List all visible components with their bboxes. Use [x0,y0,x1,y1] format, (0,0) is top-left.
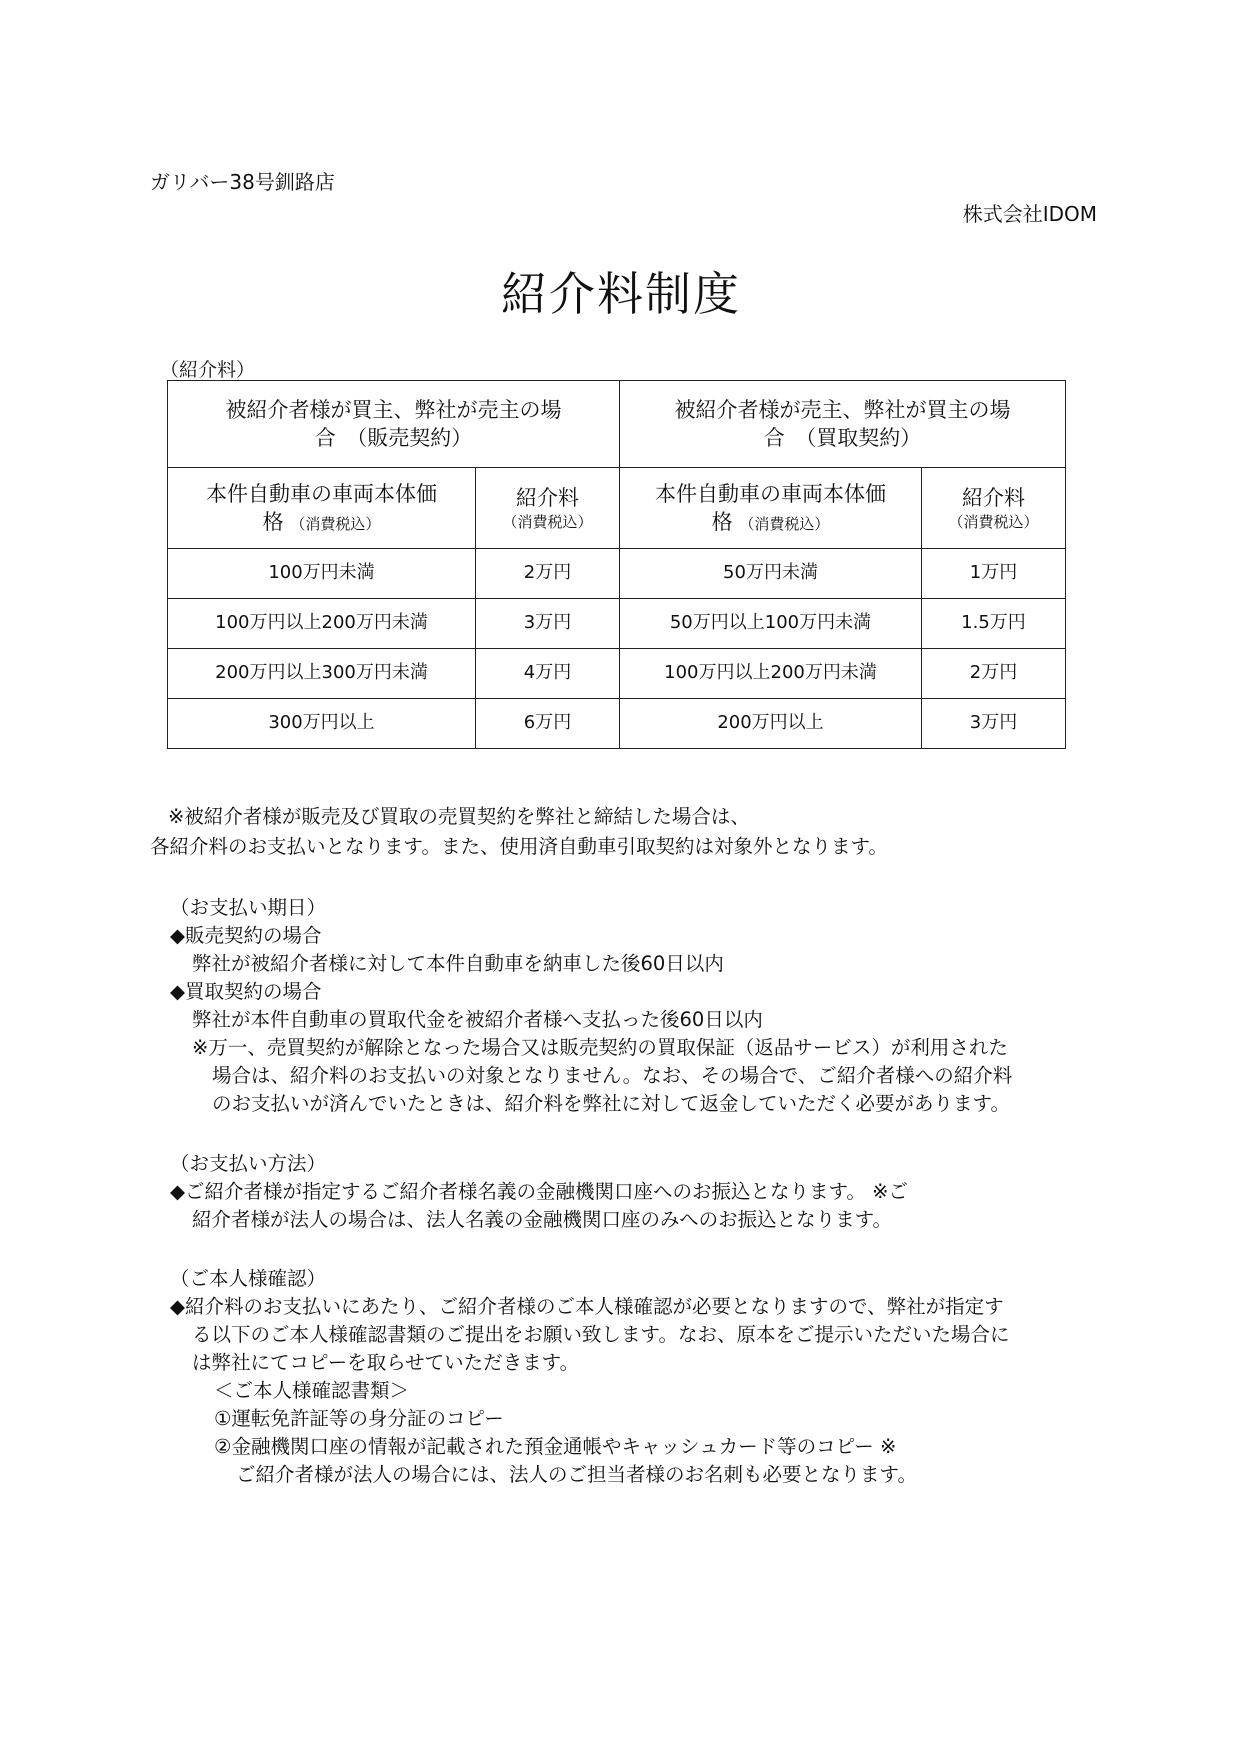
sales-fee-cell: 6万円 [476,699,620,749]
fee-table-group-header [168,381,1066,468]
purchase-fee-cell: 2万円 [922,649,1066,699]
purchase-fee-cell: 1万円 [922,549,1066,599]
payment-method-section [170,1150,908,1234]
identity-line: る以下のご本人様確認書類のご提出をお願い致します。なお、原本をご提示いただいた場合に [192,1323,1010,1346]
caveat-line: 場合は、紹介料のお支払いの対象となりません。なお、その場合で、ご紹介者様への紹介料 [212,1064,1013,1087]
caveat-line: のお支払いが済んでいたときは、紹介料を弊社に対して返金していただく必要があります。 [212,1092,1010,1115]
purchase-price-cell: 50万円未満 [620,549,922,599]
identity-doc-item: ②金融機関口座の情報が記載された預金通帳やキャッシュカード等のコピー ※ [214,1435,897,1458]
identity-doc-item: ご紹介者様が法人の場合には、法人のご担当者様のお名刺も必要となります。 [236,1463,917,1486]
table-row [168,649,1066,699]
purchase-fee-cell: 3万円 [922,699,1066,749]
caveat-line: ※万一、売買契約が解除となった場合又は販売契約の買取保証（返品サービス）が利用された [192,1036,1008,1059]
sales-price-cell: 100万円以上200万円未満 [168,599,476,649]
section-heading: （ご本人様確認） [170,1267,327,1290]
payment-date-section [170,894,1012,1118]
sales-price-cell: 300万円以上 [168,699,476,749]
purchase-price-column-header: 本件自動車の車両本体価 格 （消費税込） [620,468,922,549]
sales-fee-cell: 4万円 [476,649,620,699]
table-row [168,549,1066,599]
payment-method-line: 紹介者様が法人の場合は、法人名義の金融機関口座のみへのお振込となります。 [192,1208,893,1231]
purchase-contract-heading: ◆買取契約の場合 [170,980,322,1003]
purchase-contract-text: 弊社が本件自動車の買取代金を被紹介者様へ支払った後60日以内 [192,1008,763,1031]
page-title: 紹介料制度 [501,267,741,321]
fee-note [150,802,888,862]
table-row [168,599,1066,649]
company-name: 株式会社IDOM [962,202,1097,226]
sales-price-cell: 200万円以上300万円未満 [168,649,476,699]
fee-table-column-header [168,468,1066,549]
purchase-contract-header: 被紹介者様が売主、弊社が買主の場 合 （買取契約） [620,381,1066,468]
table-row [168,699,1066,749]
sales-fee-column-header: 紹介料 （消費税込） [476,468,620,549]
note-line: 各紹介料のお支払いとなります。また、使用済自動車引取契約は対象外となります。 [150,835,888,858]
sales-contract-heading: ◆販売契約の場合 [170,924,322,947]
section-heading: （お支払い方法） [170,1152,327,1175]
sales-contract-text: 弊社が被紹介者様に対して本件自動車を納車した後60日以内 [192,952,724,975]
sales-price-cell: 100万円未満 [168,549,476,599]
section-heading: （お支払い期日） [170,896,327,919]
sales-price-column-header: 本件自動車の車両本体価 格 （消費税込） [168,468,476,549]
identity-doc-item: ①運転免許証等の身分証のコピー [214,1407,504,1430]
purchase-fee-column-header: 紹介料 （消費税込） [922,468,1066,549]
sales-fee-cell: 2万円 [476,549,620,599]
store-name: ガリバー38号釧路店 [150,170,335,194]
note-line: ※被紹介者様が販売及び買取の売買契約を弊社と締結した場合は、 [168,805,750,828]
fee-section-heading: （紹介料） [160,359,256,381]
purchase-price-cell: 100万円以上200万円未満 [620,649,922,699]
sales-contract-header: 被紹介者様が買主、弊社が売主の場 合 （販売契約） [168,381,620,468]
identity-section [170,1265,1009,1489]
identity-line: ◆紹介料のお支払いにあたり、ご紹介者様のご本人様確認が必要となりますので、弊社が指定す [170,1295,1004,1318]
fee-table [167,380,1066,749]
purchase-fee-cell: 1.5万円 [922,599,1066,649]
purchase-price-cell: 50万円以上100万円未満 [620,599,922,649]
payment-method-line: ◆ご紹介者様が指定するご紹介者様名義の金融機関口座へのお振込となります。 ※ご [170,1180,908,1203]
purchase-price-cell: 200万円以上 [620,699,922,749]
identity-line: は弊社にてコピーを取らせていただきます。 [192,1351,580,1374]
identity-docs-heading: ＜ご本人様確認書類＞ [214,1379,410,1402]
sales-fee-cell: 3万円 [476,599,620,649]
